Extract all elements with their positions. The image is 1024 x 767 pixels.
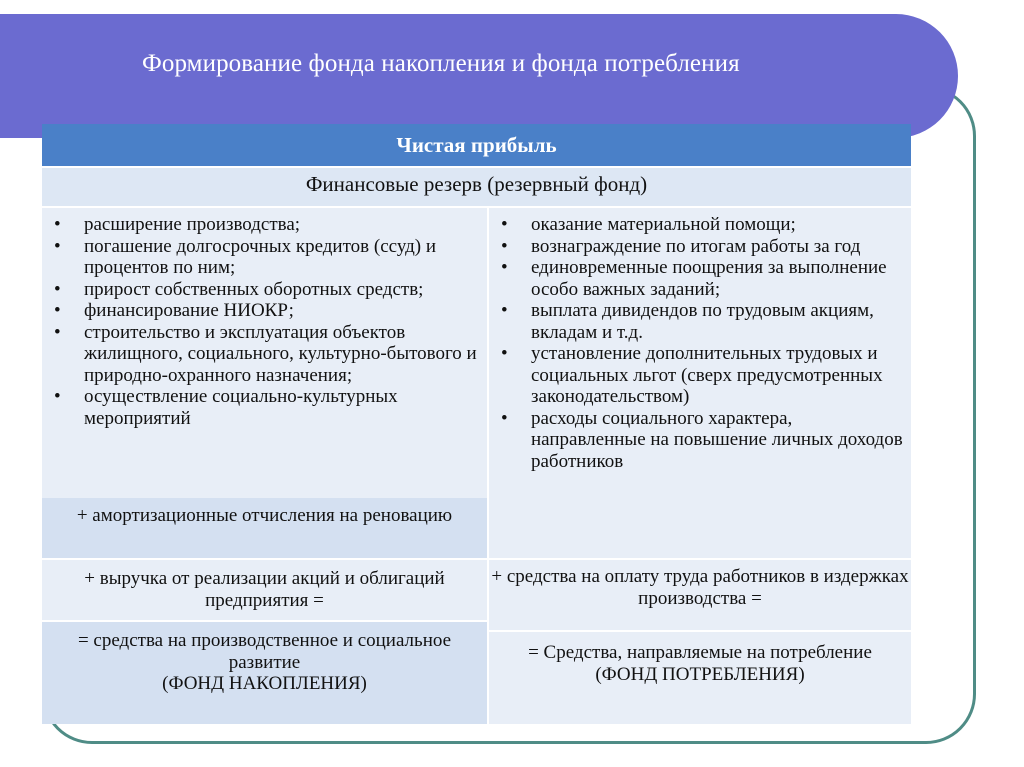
list-item (54, 214, 479, 236)
list-item (501, 408, 903, 473)
accumulation-uses-list (54, 214, 479, 429)
amortization-cell: + амортизационные отчисления на реновацию (42, 498, 487, 558)
column-divider (487, 208, 489, 724)
list-item (501, 214, 903, 236)
list-item-text: оказание материальной помощи; (531, 214, 796, 235)
fund-table (42, 124, 911, 724)
list-item-text: выплата дивидендов по трудовым акциям, вкладам и т.д. (531, 300, 874, 343)
wages-cell: + средства на оплату труда работников в издержках производства = (489, 560, 911, 630)
list-item-text: установление дополнительных трудовых и социальных льгот (сверх предусмотренных законодательством) (531, 343, 883, 407)
list-item-text: погашение долгосрочных кредитов (ссуд) и процентов по ним; (84, 235, 437, 278)
row-divider (489, 558, 911, 560)
accumulation-fund-cell (42, 622, 487, 724)
bullet-icon: • (54, 214, 61, 235)
list-item (54, 386, 479, 429)
accumulation-fund-label: (ФОНД НАКОПЛЕНИЯ) (162, 673, 367, 694)
list-item (54, 236, 479, 279)
bullet-icon: • (501, 257, 508, 278)
securities-revenue-cell: + выручка от реализации акций и облигаций предприятия = (42, 560, 487, 622)
list-item-text: вознаграждение по итогам работы за год (531, 235, 861, 257)
bullet-icon: • (54, 278, 61, 300)
list-item (54, 279, 479, 301)
list-item (501, 236, 903, 258)
list-item (501, 343, 903, 408)
list-item (54, 322, 479, 387)
row-divider (42, 206, 911, 208)
consumption-fund-cell (489, 632, 911, 724)
bullet-icon: • (54, 386, 61, 407)
row-divider (42, 166, 911, 168)
accumulation-result-text: = средства на производственное и социальное развитие (77, 630, 452, 673)
bullet-icon: • (501, 407, 508, 429)
list-item (501, 300, 903, 343)
consumption-fund-label: (ФОНД ПОТРЕБЛЕНИЯ) (595, 663, 805, 685)
list-item (54, 300, 479, 322)
list-item-text: строительство и эксплуатация объектов жилищного, социального, культурно-бытового и природно-охранного назначения; (84, 321, 477, 386)
bullet-icon: • (54, 300, 61, 321)
consumption-uses-list (501, 214, 903, 472)
row-divider (489, 630, 911, 632)
list-item-text: единовременные поощрения за выполнение особо важных заданий; (531, 257, 887, 300)
reserve-fund-row: Финансовые резерв (резервный фонд) (42, 166, 911, 206)
list-item (501, 257, 903, 300)
bullet-icon: • (54, 235, 61, 257)
bullet-icon: • (501, 214, 508, 235)
bullet-icon: • (54, 321, 61, 343)
row-divider (42, 558, 487, 560)
list-item-text: осуществление социально-культурных мероприятий (84, 386, 398, 429)
consumption-result-text: = Средства, направляемые на потребление (528, 642, 872, 663)
net-profit-header: Чистая прибыль (42, 124, 911, 166)
list-item-text: расширение производства; (84, 214, 301, 235)
bullet-icon: • (501, 343, 508, 364)
list-item-text: расходы социального характера, направленные на повышение личных доходов работников (531, 407, 903, 472)
bullet-icon: • (501, 300, 508, 321)
bullet-icon: • (501, 235, 508, 257)
list-item-text: прирост собственных оборотных средств; (84, 278, 424, 300)
accumulation-uses-cell (42, 208, 487, 498)
row-divider (42, 620, 487, 622)
list-item-text: финансирование НИОКР; (84, 300, 294, 321)
slide-title: Формирование фонда накопления и фонда потребления (142, 50, 740, 77)
